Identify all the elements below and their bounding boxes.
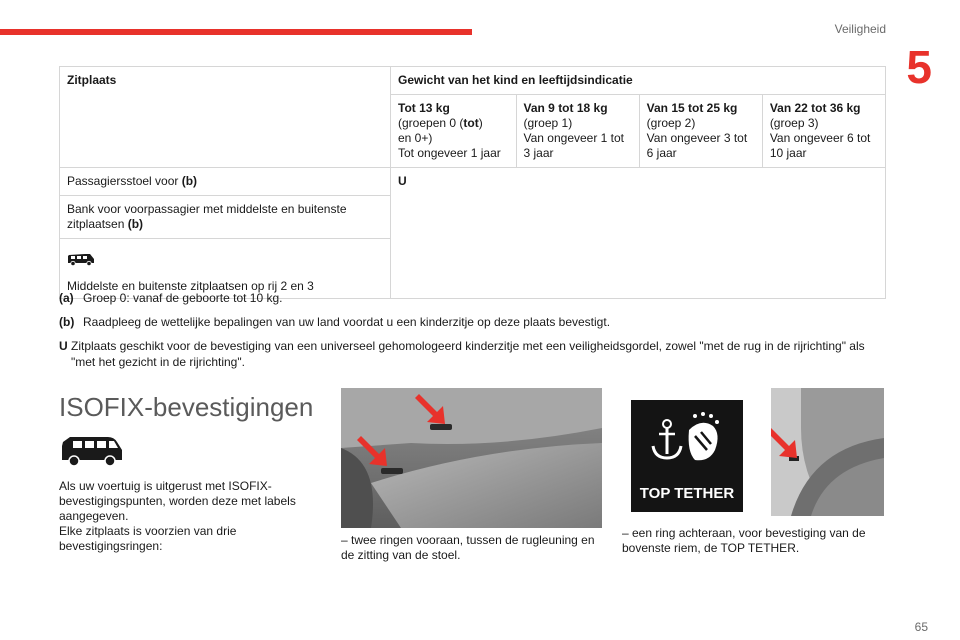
footnotes — [59, 290, 889, 378]
top-tether-caption: – een ring achteraan, voor bevestiging van de bovenste riem, de TOP TETHER. — [622, 526, 866, 555]
top-tether-ring-photo — [771, 388, 884, 516]
van-icon — [67, 251, 95, 267]
section-title: Veiligheid — [834, 22, 886, 36]
isofix-description: Als uw voertuig is uitgerust met ISOFIX-bevestigingspunten, worden deze met labels aangegeven. Elke zitplaats is voorzien van drie bevestigingsringen: — [59, 479, 296, 553]
chapter-number: 5 — [906, 41, 932, 93]
footnote-b: (b) Raadpleeg de wettelijke bepalingen van uw land voordat u een kinderzitje op deze plaats bevestigt. — [59, 315, 611, 329]
front-rings-caption: – twee ringen vooraan, tussen de rugleuning en de zitting van de stoel. — [341, 533, 595, 562]
top-tether-label-box — [631, 400, 743, 512]
van-icon — [60, 434, 124, 468]
group-cell: Van 22 tot 36 kg (groep 3) Van ongeveer 6 tot 10 jaar — [762, 95, 885, 168]
anchor-icon — [631, 400, 743, 480]
page-number: 65 — [914, 620, 928, 634]
table-header-weight: Gewicht van het kind en leeftijdsindicatie — [391, 67, 886, 95]
group-cell: Tot 13 kg (groepen 0 (tot) en 0+) Tot ongeveer 1 jaar — [391, 95, 517, 168]
universal-value-cell: U — [391, 168, 886, 299]
footnote-a: (a) Groep 0: vanaf de geboorte tot 10 kg. — [59, 291, 283, 305]
top-tether-text: TOP TETHER — [639, 485, 735, 502]
table-row-front-bench: Bank voor voorpassagier met middelste en buitenste zitplaatsen (b) — [60, 196, 391, 239]
header-accent-bar — [0, 29, 472, 35]
isofix-heading: ISOFIX-bevestigingen — [59, 392, 314, 422]
table-header-seat: Zitplaats — [60, 67, 391, 168]
table-row-front-passenger: Passagiersstoel voor (b) — [60, 168, 391, 196]
group-cell: Van 15 tot 25 kg (groep 2) Van ongeveer 3 tot 6 jaar — [639, 95, 762, 168]
child-seat-table — [59, 66, 886, 299]
footnote-u: U Zitplaats geschikt voor de bevestiging van een universeel gehomologeerd kinderzitje met een veiligheidsgordel, zowel "met de rug in de rijrichting" als "met het gezicht in de rijrichting". — [59, 339, 865, 369]
isofix-front-rings-photo — [341, 388, 602, 528]
group-cell: Van 9 tot 18 kg (groep 1) Van ongeveer 1 tot 3 jaar — [516, 95, 639, 168]
table-row-rows-2-3: Middelste en buitenste zitplaatsen op rij 2 en 3 — [60, 239, 391, 299]
